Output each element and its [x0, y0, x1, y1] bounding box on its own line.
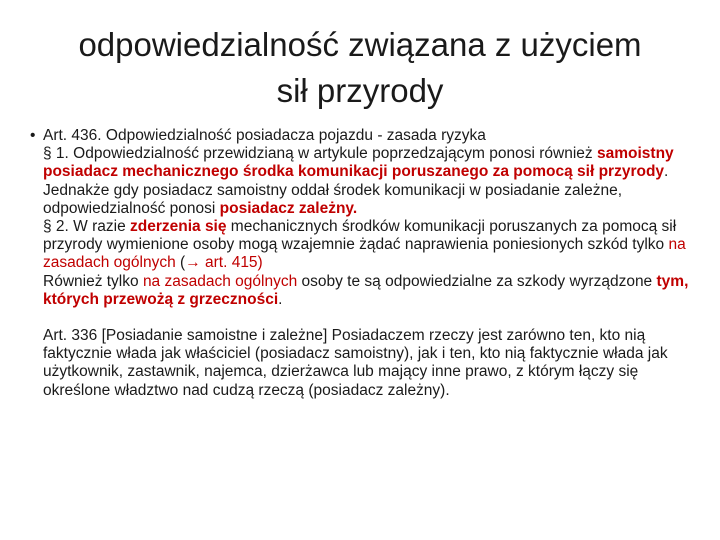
p1-highlight-dependent: posiadacz zależny.	[219, 199, 358, 217]
title-line-2: sił przyrody	[276, 72, 444, 109]
bullet-icon: •	[30, 127, 36, 144]
p2-text-e: (	[175, 254, 186, 272]
p3-text-e: .	[278, 290, 283, 308]
p2-text-a: § 2. W razie	[43, 218, 130, 236]
p1-text-a: § 1. Odpowiedzialność przewidzianą w artykule poprzedzającym ponosi również	[43, 145, 597, 163]
art-336-paragraph: Art. 336 [Posiadanie samoistne i zależne] Posiadaczem rzeczy jest zarówno ten, kto nią faktycznie włada jak właściciel (posiadacz samoistny), jak i ten, kto nią faktycznie włada jak użytkownik, zastawnik, najemca, dzierżawca lub mający inne prawo, z którym łączy się określone władztwo nad cudzą rzeczą (posiadacz zależny).	[43, 327, 668, 399]
p2-article-reference: art. 415)	[200, 254, 263, 272]
spacer	[43, 309, 698, 327]
arrow-right-icon: →	[185, 254, 201, 272]
slide-body	[30, 127, 698, 400]
p3-highlight-courtesy: tym, których przewożą z grzeczności	[43, 272, 689, 308]
p3-text-c: osoby te są odpowiedzialne za szkody wyrządzone	[297, 272, 657, 290]
p3-highlight-general-rules: na zasadach ogólnych	[142, 272, 298, 290]
p2-highlight-general-rules: na zasadach ogólnych	[43, 236, 686, 272]
p1-text-c: . Jednakże gdy posiadacz samoistny oddał środek komunikacji w posiadanie zależne, odpowiedzialność ponosi	[43, 163, 669, 217]
art-436-heading	[30, 127, 698, 145]
title-line-1: odpowiedzialność związana z użyciem	[78, 26, 642, 63]
art-436-paragraph-3	[43, 273, 698, 309]
p1-highlight-owner: samoistny posiadacz mechanicznego środka komunikacji poruszanego za pomocą sił przyrody	[43, 145, 674, 181]
art-436-paragraph-2	[43, 218, 698, 273]
slide-title	[40, 22, 680, 114]
art-436-heading-text: Art. 436. Odpowiedzialność posiadacza pojazdu - zasada ryzyka	[43, 127, 486, 144]
p2-highlight-collision: zderzenia się	[130, 218, 227, 236]
art-436-paragraph-1	[43, 145, 698, 218]
p2-text-c: mechanicznych środków komunikacji poruszanych za pomocą sił przyrody wymienione osoby mogą wzajemnie żądać naprawienia poniesionych szkód tylko	[43, 218, 677, 254]
p3-text-a: Również tylko	[43, 272, 143, 290]
